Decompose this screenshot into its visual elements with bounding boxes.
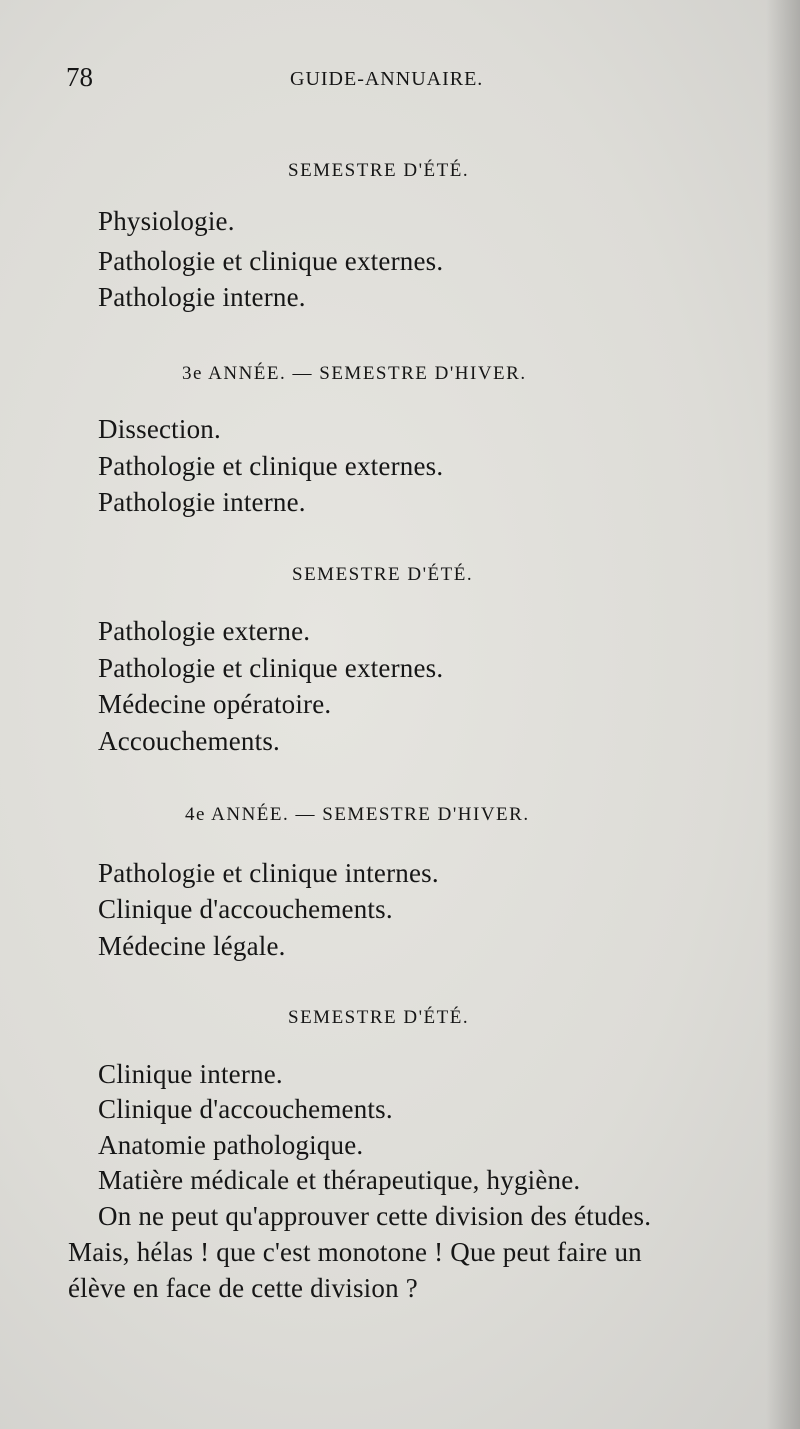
course-item: Médecine légale. bbox=[98, 931, 286, 961]
course-item: Dissection. bbox=[98, 414, 221, 444]
page-number: 78 bbox=[66, 62, 93, 92]
course-item: Pathologie externe. bbox=[98, 616, 311, 646]
paragraph-line: élève en face de cette division ? bbox=[68, 1273, 418, 1303]
course-item: Médecine opératoire. bbox=[98, 689, 332, 719]
course-item: Physiologie. bbox=[98, 206, 235, 236]
section-heading: SEMESTRE D'ÉTÉ. bbox=[292, 564, 474, 585]
course-item: Pathologie interne. bbox=[98, 282, 306, 312]
course-item: Pathologie interne. bbox=[98, 487, 306, 517]
running-head: GUIDE-ANNUAIRE. bbox=[290, 68, 484, 90]
course-item: Accouchements. bbox=[98, 726, 280, 756]
course-item: Clinique d'accouchements. bbox=[98, 1094, 393, 1124]
section-heading: 3e ANNÉE. — SEMESTRE D'HIVER. bbox=[182, 363, 527, 384]
course-item: Matière médicale et thérapeutique, hygiène. bbox=[98, 1165, 581, 1195]
course-item: Clinique interne. bbox=[98, 1059, 283, 1089]
page-header bbox=[0, 62, 800, 102]
course-item: Anatomie pathologique. bbox=[98, 1130, 364, 1160]
course-item: Pathologie et clinique externes. bbox=[98, 246, 444, 276]
paragraph-line: On ne peut qu'approuver cette division des études. bbox=[98, 1201, 652, 1231]
section-heading: SEMESTRE D'ÉTÉ. bbox=[288, 1007, 470, 1028]
course-item: Clinique d'accouchements. bbox=[98, 894, 393, 924]
course-item: Pathologie et clinique externes. bbox=[98, 653, 444, 683]
page-edge-shadow bbox=[766, 0, 800, 1429]
section-heading: SEMESTRE D'ÉTÉ. bbox=[288, 160, 470, 181]
section-heading: 4e ANNÉE. — SEMESTRE D'HIVER. bbox=[185, 804, 530, 825]
course-item: Pathologie et clinique externes. bbox=[98, 451, 444, 481]
course-item: Pathologie et clinique internes. bbox=[98, 858, 439, 888]
paragraph-line: Mais, hélas ! que c'est monotone ! Que peut faire un bbox=[68, 1237, 642, 1267]
